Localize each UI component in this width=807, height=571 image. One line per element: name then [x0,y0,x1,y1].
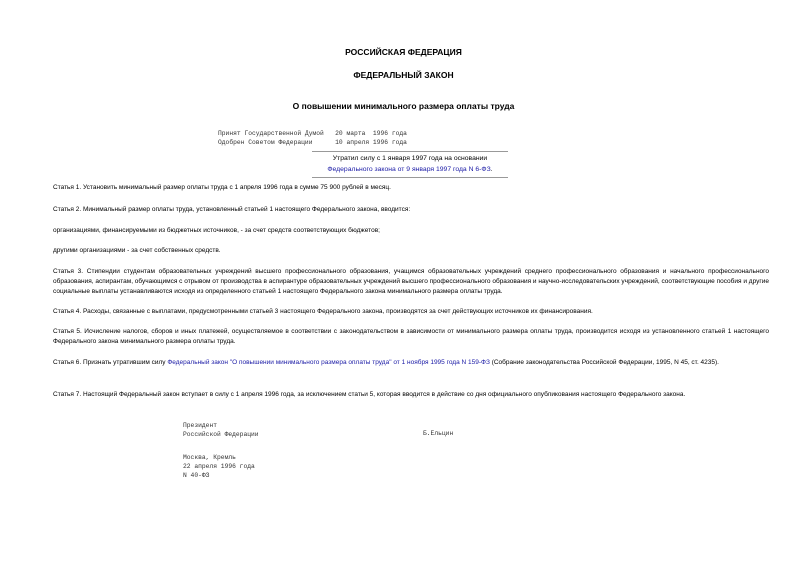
article-2 [53,205,769,215]
signing-details [183,453,255,480]
article-5 [53,327,769,347]
signature-title: Президент [183,422,218,429]
repeal-law-link[interactable]: Федерального закона от 9 января 1997 года N 6-ФЗ [327,166,491,173]
adoption-council: Одобрен Советом Федерации 10 апреля 1996 года [218,139,407,146]
article-7-text: Статья 7. Настоящий Федеральный закон вступает в силу с 1 апреля 1996 года, за исключением статьи 5, которая вводится в действие со дня официального опубликования настоящего Федерального закона. [53,391,686,398]
article-1 [53,183,769,193]
article-6-prefix: Статья 6. Признать утратившим силу [53,359,168,366]
article-4-text: Статья 4. Расходы, связанные с выплатами, предусмотренными статьей 3 настоящего Федерального закона, производятся за счет действующих источников их финансирования. [53,308,593,315]
adoption-duma: Принят Государственной Думой 20 марта 1996 года [218,130,407,137]
article-2-text: Статья 2. Минимальный размер оплаты труда, установленный статьей 1 настоящего Федерального закона, вводится: [53,206,411,213]
law-number: N 40-ФЗ [183,472,210,479]
article-2-item-2-text: другими организациями - за счет собственных средств. [53,247,221,254]
article-6-law-link[interactable]: Федеральный закон "О повышении минимального размера оплаты труда" от 1 ноября 1995 года N 159-ФЗ [167,359,490,366]
article-6 [53,358,769,368]
article-2-item-1 [53,226,769,236]
signature-name: Б.Ельцин [423,430,454,437]
signature-block [183,421,259,439]
article-7 [53,390,769,400]
repeal-notice [312,151,508,178]
repeal-text: Утратил силу с 1 января 1997 года на основании [332,155,488,162]
law-title: О повышении минимального размера оплаты труда [292,101,515,111]
repeal-suffix: . [490,166,493,173]
article-2-item-2 [53,246,769,256]
country-heading: РОССИЙСКАЯ ФЕДЕРАЦИЯ [345,47,462,57]
signature-title-2: Российской Федерации [183,431,259,438]
article-3-text: Статья 3. Стипендии студентам образовательных учреждений высшего профессионального образования, учащимся образовательных учреждений среднего профессионального образования и начального профессионального образования, аспирантам, обучающимся с отрывом от производства в аспирантуре образовательных учреждений высшего профессионального образования и научно-исследовательских учреждений, соответствующие пособия и другие социальные выплаты устанавливаются исходя из определенного статьей 1 настоящего Федерального закона минимального размера оплаты труда. [53,268,769,295]
article-6-suffix: (Собрание законодательства Российской Федерации, 1995, N 45, ст. 4235). [489,359,719,366]
adoption-info [218,129,407,147]
article-1-text: Статья 1. Установить минимальный размер оплаты труда с 1 апреля 1996 года в сумме 75 900 рублей в месяц. [53,184,391,191]
doc-type-heading: ФЕДЕРАЛЬНЫЙ ЗАКОН [353,70,454,80]
article-5-text: Статья 5. Исчисление налогов, сборов и иных платежей, осуществляемое в соответствии с законодательством в зависимости от минимального размера оплаты труда, производится исходя из установленного статьей 1 настоящего Федерального закона минимального размера оплаты труда. [53,328,769,345]
signing-place: Москва, Кремль [183,454,236,461]
article-4 [53,307,769,317]
article-3 [53,267,769,297]
signing-date: 22 апреля 1996 года [183,463,255,470]
article-2-item-1-text: организациями, финансируемыми из бюджетных источников, - за счет средств соответствующих бюджетов; [53,227,380,234]
